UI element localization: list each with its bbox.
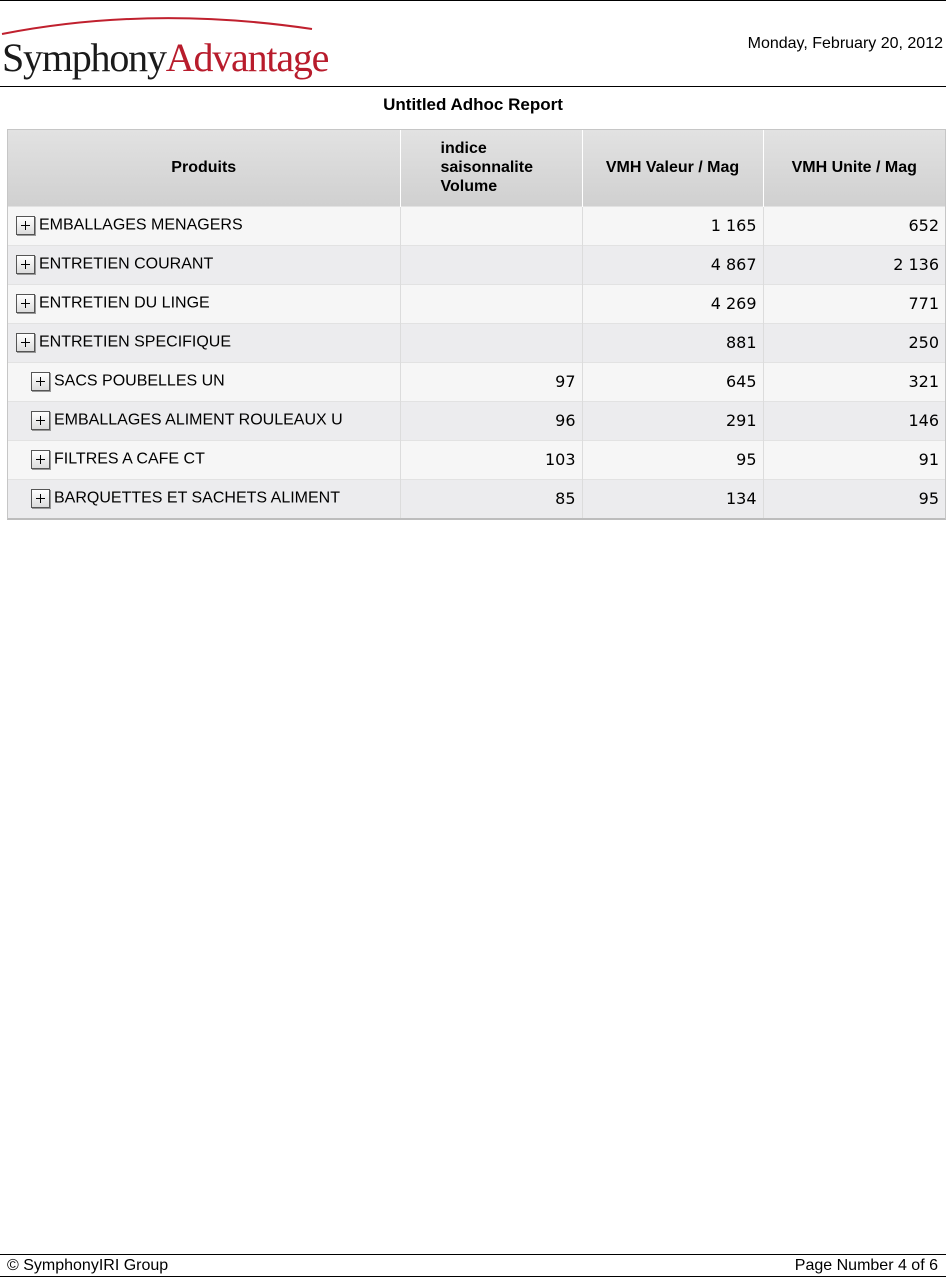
product-name: BARQUETTES ET SACHETS ALIMENT [54,489,340,507]
table-row [8,284,945,323]
product-name: ENTRETIEN DU LINGE [39,294,210,312]
expand-plus-icon[interactable] [31,450,50,469]
report-header [0,1,946,87]
product-name: FILTRES A CAFE CT [54,450,205,468]
header-row [8,130,945,206]
logo-text-symphony: Symphony [2,35,166,80]
unite-cell: 95 [763,479,945,518]
product-name: ENTRETIEN SPECIFIQUE [39,333,232,351]
product-name: SACS POUBELLES UN [54,372,225,390]
valeur-cell: 645 [582,362,763,401]
table-row [8,401,945,440]
column-header-vmh-unite[interactable]: VMH Unite / Mag [763,130,945,206]
column-header-indice[interactable]: indice saisonnalite Volume [400,130,582,206]
valeur-cell: 4 867 [582,245,763,284]
symphony-advantage-logo [0,9,329,80]
table-row [8,362,945,401]
indice-cell [400,206,582,245]
unite-cell: 250 [763,323,945,362]
table-row [8,206,945,245]
expand-plus-icon[interactable] [31,489,50,508]
report-date: Monday, February 20, 2012 [747,35,943,52]
product-cell [8,479,400,518]
valeur-cell: 881 [582,323,763,362]
expand-plus-icon[interactable] [16,216,35,235]
expand-plus-icon[interactable] [31,411,50,430]
unite-cell: 321 [763,362,945,401]
table-row [8,479,945,518]
expand-plus-icon[interactable] [16,255,35,274]
product-name: EMBALLAGES MENAGERS [39,216,243,234]
valeur-cell: 1 165 [582,206,763,245]
column-header-vmh-valeur[interactable]: VMH Valeur / Mag [582,130,763,206]
valeur-cell: 134 [582,479,763,518]
valeur-cell: 291 [582,401,763,440]
product-cell [8,206,400,245]
unite-cell: 91 [763,440,945,479]
logo-text-advantage: Advantage [165,35,329,80]
product-name: EMBALLAGES ALIMENT ROULEAUX U [54,411,343,429]
product-cell [8,401,400,440]
table-row [8,323,945,362]
indice-cell: 103 [400,440,582,479]
unite-cell: 2 136 [763,245,945,284]
valeur-cell: 4 269 [582,284,763,323]
table-row [8,440,945,479]
table-row [8,245,945,284]
unite-cell: 146 [763,401,945,440]
product-name: ENTRETIEN COURANT [39,255,214,273]
column-header-produits[interactable]: Produits [8,130,400,206]
indice-cell [400,284,582,323]
product-cell [8,323,400,362]
indice-cell: 85 [400,479,582,518]
report-footer [0,1254,946,1277]
unite-cell: 652 [763,206,945,245]
product-cell [8,440,400,479]
indice-cell: 96 [400,401,582,440]
product-cell [8,362,400,401]
report-grid [7,129,946,520]
expand-plus-icon[interactable] [31,372,50,391]
indice-cell: 97 [400,362,582,401]
page-number: Page Number 4 of 6 [794,1257,938,1274]
report-table [8,130,945,518]
expand-plus-icon[interactable] [16,333,35,352]
valeur-cell: 95 [582,440,763,479]
indice-cell [400,323,582,362]
product-cell [8,284,400,323]
copyright-text: © SymphonyIRI Group [7,1257,169,1274]
report-title: Untitled Adhoc Report [383,95,563,114]
expand-plus-icon[interactable] [16,294,35,313]
unite-cell: 771 [763,284,945,323]
indice-cell [400,245,582,284]
product-cell [8,245,400,284]
